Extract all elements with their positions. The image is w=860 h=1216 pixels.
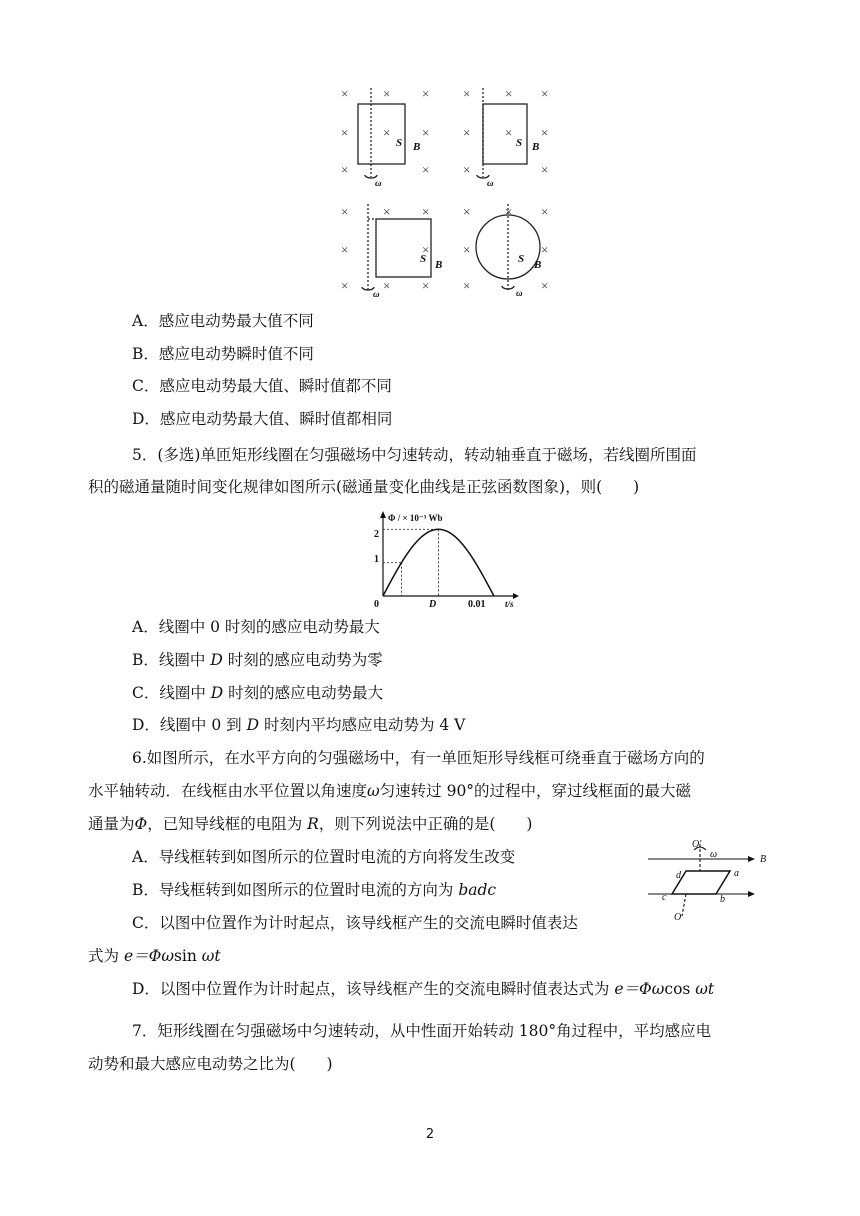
y-axis-label: Φ / × 10⁻³ Wb <box>388 513 443 523</box>
q5-stem-line1: 5．(多选)单匝矩形线圈在匀强磁场中匀速转动，转动轴垂直于磁场，若线圈所围面 <box>132 446 697 464</box>
guide-lines <box>383 529 438 596</box>
rotation-axis <box>682 894 686 916</box>
field-cross: × <box>422 125 430 140</box>
rotation-arrow-icon <box>502 286 514 289</box>
q4-option-b[interactable]: B．感应电动势瞬时值不同 <box>132 345 314 363</box>
y-axis-arrow-icon <box>380 511 386 518</box>
label-a: a <box>734 868 739 879</box>
label-o: O <box>674 912 682 923</box>
label-S: S <box>396 137 403 149</box>
field-cross: × <box>383 204 391 219</box>
q6-stem-line3: 通量为Φ，已知导线框的电阻为 R，则下列说法中正确的是( ) <box>88 815 533 833</box>
q4-option-c[interactable]: C．感应电动势最大值、瞬时值都不同 <box>132 377 392 395</box>
q6-stem-line1: 6.如图所示，在水平方向的匀强磁场中，有一单匝矩形导线框可绕垂直于磁场方向的 <box>132 749 705 767</box>
q7-stem-line1: 7．矩形线圈在匀强磁场中匀速转动，从中性面开始转动 180°角过程中，平均感应电 <box>132 1022 712 1040</box>
q7-stem-line2: 动势和最大感应电动势之比为( ) <box>88 1055 333 1073</box>
label-omega: ω <box>516 288 523 297</box>
q6-option-d[interactable]: D．以图中位置作为计时起点，该导线框产生的交流电瞬时值表达式为 e＝Φωcos ωt <box>132 980 715 998</box>
loop-rect-1 <box>358 104 405 164</box>
field-cross: × <box>422 242 430 257</box>
q6-option-b[interactable]: B．导线框转到如图所示的位置时电流的方向为 badc <box>132 881 497 899</box>
field-cross: × <box>383 278 391 293</box>
q6-option-a[interactable]: A．导线框转到如图所示的位置时电流的方向将发生改变 <box>132 848 516 866</box>
field-cross: × <box>463 242 471 257</box>
label-S: S <box>518 253 525 265</box>
label-B: B <box>532 141 540 153</box>
label-B: B <box>435 259 443 271</box>
label-b-field: B <box>760 854 767 865</box>
field-cross: × <box>463 278 471 293</box>
q4-figure <box>335 82 560 297</box>
field-cross: × <box>422 162 430 177</box>
q5-flux-chart <box>355 508 520 608</box>
field-arrow-icon <box>748 891 755 897</box>
field-cross: × <box>505 125 513 140</box>
field-cross: × <box>541 204 549 219</box>
label-d: d <box>676 870 681 881</box>
q5-stem-line2: 积的磁通量随时间变化规律如图所示(磁通量变化曲线是正弦函数图象)，则( ) <box>88 478 640 496</box>
q5-option-d[interactable]: D．线圈中 0 到 D 时刻内平均感应电动势为 4 V <box>132 716 466 734</box>
y-tick-label: 1 <box>374 554 379 565</box>
field-cross: × <box>541 162 549 177</box>
field-cross: × <box>422 204 430 219</box>
q6-stem-line2: 水平轴转动．在线框由水平位置以角速度ω匀速转过 90°的过程中，穿过线框面的最大磁 <box>88 782 692 800</box>
field-cross: × <box>383 86 391 101</box>
label-B: B <box>534 259 542 271</box>
label-B: B <box>413 141 421 153</box>
page-number: 2 <box>425 1127 435 1142</box>
field-cross: × <box>463 204 471 219</box>
field-cross: × <box>341 242 349 257</box>
field-cross: × <box>505 86 513 101</box>
field-arrow-icon <box>748 856 755 862</box>
y-tick-label: 2 <box>374 529 379 540</box>
field-cross: × <box>341 204 349 219</box>
field-cross: × <box>541 242 549 257</box>
field-cross: × <box>341 278 349 293</box>
q6-option-c-line2[interactable]: 式为 e＝Φωsin ωt <box>88 947 221 965</box>
label-omega: ω <box>373 289 380 297</box>
label-omega: ω <box>375 178 382 188</box>
q5-stem <box>88 439 778 503</box>
q5-option-b[interactable]: B．线圈中 D 时刻的感应电动势为零 <box>132 651 383 669</box>
field-cross: × <box>383 125 391 140</box>
q5-option-a[interactable]: A．线圈中 0 时刻的感应电动势最大 <box>132 618 380 636</box>
q4-option-d[interactable]: D．感应电动势最大值、瞬时值都相同 <box>132 410 393 428</box>
q4-option-a[interactable]: A．感应电动势最大值不同 <box>132 312 314 330</box>
field-cross: × <box>505 204 513 219</box>
q5-option-c[interactable]: C．线圈中 D 时刻的感应电动势最大 <box>132 684 384 702</box>
x-axis-arrow-icon <box>513 593 519 599</box>
label-omega: ω <box>487 178 494 188</box>
x-tick-label: D <box>429 599 437 608</box>
q6-option-c-line1[interactable]: C．以图中位置作为计时起点，该导线框产生的交流电瞬时值表达 <box>132 914 578 932</box>
field-cross: × <box>463 162 471 177</box>
field-cross: × <box>463 125 471 140</box>
x-tick-label: 0.01 <box>468 599 486 608</box>
field-cross: × <box>341 86 349 101</box>
q6-figure <box>644 838 774 923</box>
label-o-prime: O′ <box>692 839 702 850</box>
label-S: S <box>420 253 427 265</box>
field-cross: × <box>463 86 471 101</box>
x-tick-label: 0 <box>374 599 379 608</box>
field-cross: × <box>341 162 349 177</box>
field-cross: × <box>541 125 549 140</box>
label-S: S <box>516 137 523 149</box>
field-cross: × <box>422 86 430 101</box>
label-c: c <box>662 892 667 903</box>
label-b: b <box>720 894 725 905</box>
field-cross: × <box>422 278 430 293</box>
field-cross: × <box>541 278 549 293</box>
label-omega: ω <box>710 849 718 860</box>
field-cross: × <box>341 125 349 140</box>
field-cross: × <box>541 86 549 101</box>
x-axis-label: t/s <box>505 599 514 608</box>
